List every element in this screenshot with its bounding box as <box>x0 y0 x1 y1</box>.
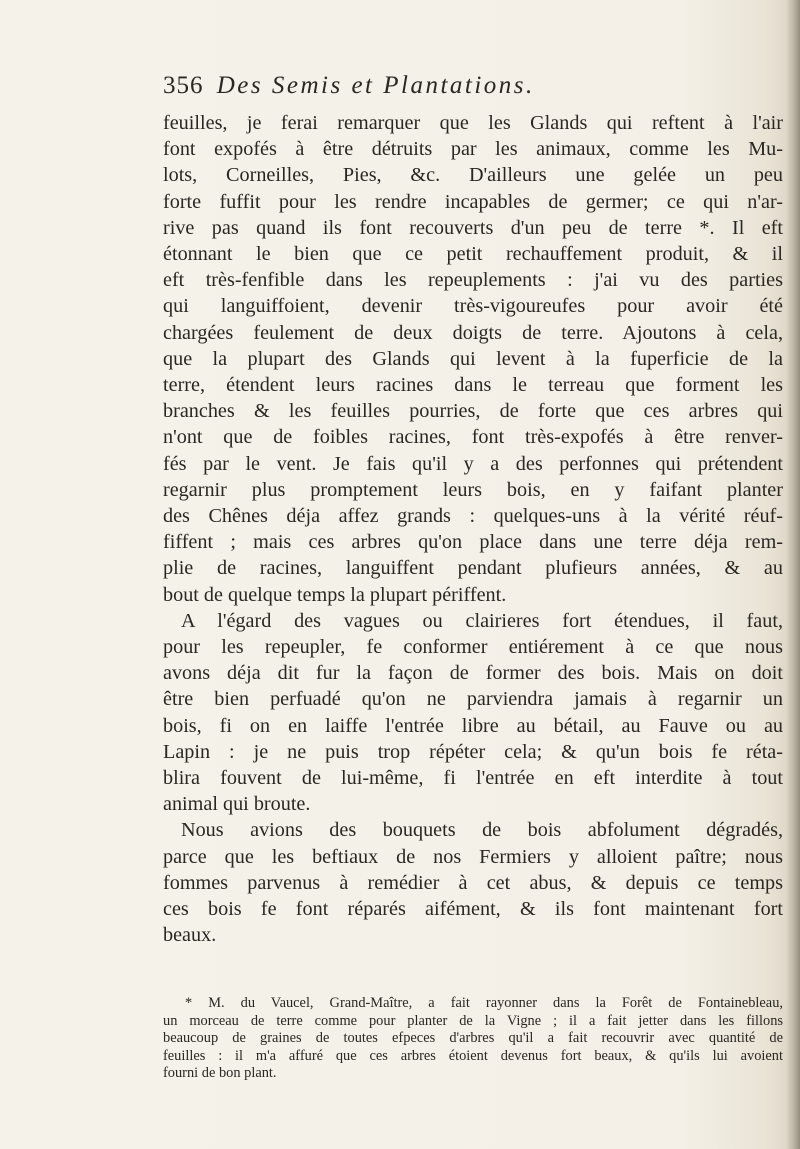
body-line: n'ont que de foibles racines, font très-expofés à être renver- <box>163 426 783 449</box>
footnote-line: un morceau de terre comme pour planter de la Vigne ; il a fait jetter dans les fillons <box>163 1012 783 1029</box>
body-line: avons déja dit fur la façon de former des bois. Mais on doit <box>163 662 783 685</box>
body-line: fiffent ; mais ces arbres qu'on place dans une terre déja rem- <box>163 531 783 554</box>
body-line: beaux. <box>163 924 217 947</box>
footnote-line: beaucoup de graines de toutes efpeces d'arbres qu'il a fait recouvrir avec quantité de <box>163 1030 783 1047</box>
running-title: Des Semis et Plantations. <box>216 72 535 99</box>
running-header <box>163 72 723 100</box>
body-line: A l'égard des vagues ou clairieres fort étendues, il faut, <box>181 609 783 632</box>
body-line: des Chênes déja affez grands : quelques-uns à la vérité réuf- <box>163 505 783 528</box>
footnote-line: feuilles : il m'a affuré que ces arbres étoient devenus fort beaux, & qu'ils lui avoient <box>163 1047 783 1064</box>
footnote <box>163 995 783 1083</box>
body-line: branches & les feuilles pourries, de forte que ces arbres qui <box>163 400 783 423</box>
body-line: Nous avions des bouquets de bois abfolument dégradés, <box>181 819 783 842</box>
body-line: étonnant le bien que ce petit rechauffement produit, & il <box>163 243 783 266</box>
body-line: plie de racines, languiffent pendant plufieurs années, & au <box>163 557 783 580</box>
body-line: font expofés à être détruits par les animaux, comme les Mu- <box>163 138 783 161</box>
body-line: blira fouvent de lui-même, fi l'entrée en eft interdite à tout <box>163 767 783 790</box>
body-line: bout de quelque temps la plupart périffent. <box>163 583 507 606</box>
footnote-line: fourni de bon plant. <box>163 1065 277 1082</box>
body-line: Lapin : je ne puis trop répéter cela; & qu'un bois fe réta- <box>163 740 783 763</box>
body-line: chargées feulement de deux doigts de terre. Ajoutons à cela, <box>163 321 783 344</box>
body-line: parce que les beftiaux de nos Fermiers y alloient paître; nous <box>163 845 783 868</box>
body-text <box>163 110 783 949</box>
body-line: fommes parvenus à remédier à cet abus, & depuis ce temps <box>163 871 783 894</box>
body-line: être bien perfuadé qu'on ne parviendra jamais à regarnir un <box>163 688 783 711</box>
body-line: feuilles, je ferai remarquer que les Glands qui reftent à l'air <box>163 112 783 134</box>
body-line: pour les repeupler, fe conformer entiérement à ce que nous <box>163 636 783 659</box>
body-line: que la plupart des Glands qui levent à la fuperficie de la <box>163 347 783 370</box>
body-line: animal qui broute. <box>163 793 311 816</box>
footnote-line: * M. du Vaucel, Grand-Maître, a fait rayonner dans la Forêt de Fontainebleau, <box>185 995 783 1011</box>
page-edge-shadow <box>786 0 800 1149</box>
body-line: fés par le vent. Je fais qu'il y a des perfonnes qui prétendent <box>163 452 783 475</box>
body-line: regarnir plus promptement leurs bois, en y faifant planter <box>163 478 783 501</box>
body-line: ces bois fe font réparés aifément, & ils font maintenant fort <box>163 898 783 921</box>
body-line: qui languiffoient, devenir très-vigoureufes pour avoir été <box>163 295 783 318</box>
body-line: lots, Corneilles, Pies, &c. D'ailleurs une gelée un peu <box>163 164 783 187</box>
body-line: forte fuffit pour les rendre incapables de germer; ce qui n'ar- <box>163 190 783 213</box>
body-line: bois, fi on en laiffe l'entrée libre au bétail, au Fauve ou au <box>163 714 783 737</box>
body-line: rive pas quand ils font recouverts d'un peu de terre *. Il eft <box>163 216 783 239</box>
body-line: eft très-fenfible dans les repeuplements : j'ai vu des parties <box>163 269 783 292</box>
body-line: terre, étendent leurs racines dans le terreau que forment les <box>163 374 783 397</box>
page-number: 356 <box>163 72 204 99</box>
